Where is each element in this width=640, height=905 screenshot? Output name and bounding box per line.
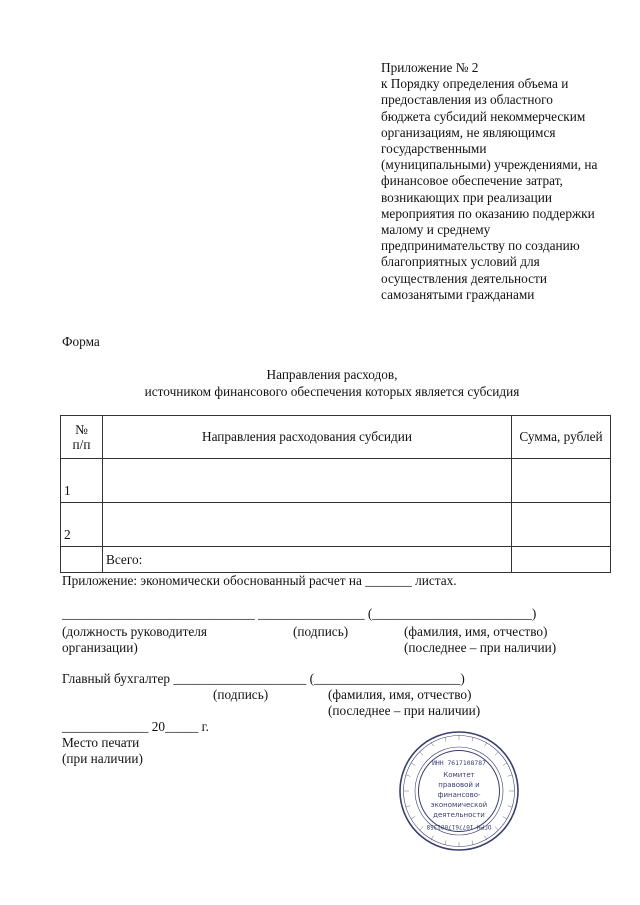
head-name-caption: (фамилия, имя, отчество) [404,624,548,639]
appendix-line: (муниципальными) учреждениями, на [381,157,598,173]
stamp-inn: ИНН 7617108787 [432,759,486,767]
sum-cell[interactable] [512,503,611,547]
accountant-name-caption: (фамилия, имя, отчество) [328,687,472,702]
stamp-line: Комитет [443,771,475,779]
accountant-signature-caption: (подпись) [213,687,269,702]
accountant-name-caption-2: (последнее – при наличии) [328,703,481,718]
title-line: источником финансового обеспечения которых является субсидия [144,383,520,399]
stamp-line: финансово- [437,791,481,799]
accountant-signature-line: Главный бухгалтер ____________________ (______________________) [62,671,465,686]
document-title [62,367,602,400]
head-signature-line: _____________________________ ________________ (________________________) [62,606,537,621]
table-row [61,459,611,503]
appendix-line: малому и среднему [381,222,491,238]
expenses-table [60,415,611,573]
table-header-row [61,416,611,459]
appendix-line: благоприятных условий для [381,254,540,270]
appendix-line: государственными [381,141,487,157]
head-name-caption-2: (последнее – при наличии) [404,640,557,655]
col-header-sum: Сумма, рублей [512,416,611,459]
appendix-line: самозанятыми гражданами [381,286,535,302]
table-total-row [61,547,611,573]
appendix-line: мероприятия по оказанию поддержки [381,205,595,221]
col-header-direction: Направления расходования субсидии [103,416,512,459]
total-sum-cell[interactable] [512,547,611,573]
appendix-line: возникающих при реализации [381,189,552,205]
organization-stamp [398,730,520,852]
sum-cell[interactable] [512,459,611,503]
stamp-line: деятельности [433,811,485,819]
date-line: _____________ 20_____ г. [62,719,209,734]
appendix-line: предоставления из областного [381,92,553,108]
row-number: 2 [61,503,103,547]
appendix-line: организациям, не являющимся [381,124,556,140]
head-signature-caption: (подпись) [293,624,349,639]
col-header-number: № п/п [61,416,103,459]
direction-cell[interactable] [103,503,512,547]
stamp-line: экономической [430,801,488,809]
appendix-header [381,60,621,303]
stamp-line: правовой и [438,781,480,789]
appendix-line: предпринимательству по созданию [381,238,580,254]
empty-cell [61,547,103,573]
attachment-note: Приложение: экономически обоснованный расчет на _______ листах. [62,573,457,588]
total-label: Всего: [103,547,512,573]
row-number: 1 [61,459,103,503]
stamp-ogrn: ОГРН 1077617001358 [426,823,492,830]
form-label: Форма [62,334,100,349]
title-line: Направления расходов, [266,367,398,382]
appendix-line: осуществления деятельности [381,270,547,286]
head-position-caption-2: организации) [62,640,138,655]
appendix-line: бюджета субсидий некоммерческим [381,108,586,124]
table-row [61,503,611,547]
appendix-line: к Порядку определения объема и [381,76,569,92]
appendix-line: финансовое обеспечение затрат, [381,173,563,189]
seal-place-label: Место печати [62,735,140,750]
head-position-caption: (должность руководителя [62,624,208,639]
direction-cell[interactable] [103,459,512,503]
seal-place-note: (при наличии) [62,751,143,766]
appendix-line: Приложение № 2 [381,60,479,75]
